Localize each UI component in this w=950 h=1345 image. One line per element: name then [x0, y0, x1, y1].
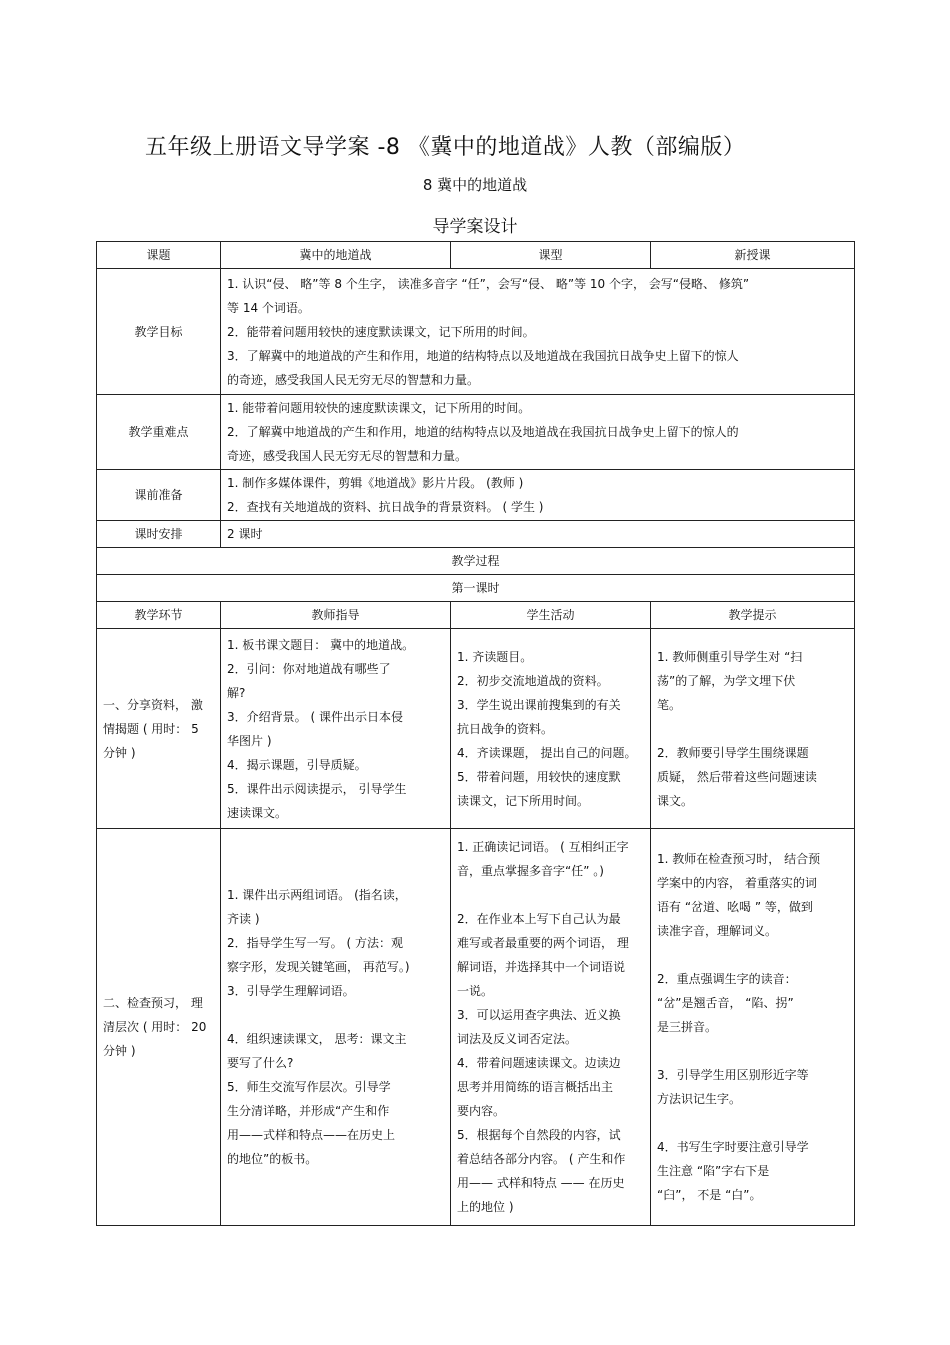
- tips-line: 笔。: [657, 697, 682, 712]
- student-line: 抗日战争的资料。: [457, 721, 554, 736]
- goals-label: 教学目标: [97, 269, 221, 395]
- teacher-line: 察字形，发现关键笔画， 再范写。): [227, 960, 410, 974]
- schedule-label: 课时安排: [97, 521, 221, 548]
- info-row-preparation: [97, 470, 855, 521]
- student-line: 3．学生说出课前搜集到的有关: [457, 697, 621, 712]
- student-line: 2．初步交流地道战的资料。: [457, 673, 609, 688]
- info-row-goals: [97, 269, 855, 395]
- student-line: 上的地位 ): [457, 1200, 514, 1214]
- teacher-line: 速读课文。: [227, 805, 288, 820]
- header-tips: 教学提示: [651, 602, 855, 629]
- topic-value: 冀中的地道战: [221, 242, 451, 269]
- teacher-line: 生分清详略，并形成“产生和作: [227, 1104, 390, 1118]
- stage-cell: 一、分享资料， 激情揭题 ( 用时： 5 分钟 ): [97, 629, 221, 829]
- student-cell: [451, 829, 651, 1226]
- student-line: 思考并用简练的语言概括出主: [457, 1080, 614, 1094]
- lesson-plan-table: [96, 241, 855, 1226]
- teacher-line: 5．课件出示阅读提示， 引导学生: [227, 781, 407, 796]
- spacer: [657, 943, 848, 967]
- student-line: 用—— 式样和特点 —— 在历史: [457, 1176, 625, 1190]
- tips-line: 生注意 “陷”字右下是: [657, 1164, 770, 1178]
- student-line: 解词语，并选择其中一个词语说: [457, 960, 626, 974]
- teacher-line: 齐读 ): [227, 912, 260, 926]
- teacher-line: 2．指导学生写一写。 ( 方法：观: [227, 936, 403, 950]
- preparation-line: 1. 制作多媒体课件，剪辑《地道战》影片片段。 (教师 ): [227, 476, 524, 490]
- student-line: 一说。: [457, 984, 494, 998]
- teacher-line: 4．揭示课题，引导质疑。: [227, 757, 367, 772]
- teacher-line: 解?: [227, 685, 246, 700]
- tips-line: 3．引导学生用区别形近字等: [657, 1068, 809, 1082]
- spacer: [457, 883, 644, 907]
- goals-content: [221, 269, 855, 395]
- teacher-line: 3．引导学生理解词语。: [227, 984, 355, 998]
- student-line: 词法及反义词否定法。: [457, 1032, 578, 1046]
- teacher-line: 1. 课件出示两组词语。 (指名读，: [227, 888, 407, 902]
- tips-line: 质疑， 然后带着这些问题速读: [657, 769, 817, 784]
- tips-line: 语有 “岔道、吆喝 ” 等，做到: [657, 900, 813, 914]
- student-line: 着总结各部分内容。 ( 产生和作: [457, 1152, 626, 1166]
- process-header-row: [97, 602, 855, 629]
- teacher-cell: [221, 829, 451, 1226]
- spacer: [657, 717, 848, 741]
- topic-label: 课题: [97, 242, 221, 269]
- process-row-1: [97, 629, 855, 829]
- student-line: 难写或者最重要的两个词语， 理: [457, 936, 629, 950]
- stage-cell: 二、检查预习， 理清层次 ( 用时： 20 分钟 ): [97, 829, 221, 1226]
- tips-cell: [651, 829, 855, 1226]
- teacher-line: 2．引问：你对地道战有哪些了: [227, 661, 391, 676]
- tips-line: 2．教师要引导学生围绕课题: [657, 745, 809, 760]
- spacer: [657, 1039, 848, 1063]
- key-point-line: 2．了解冀中地道战的产生和作用，地道的结构特点以及地道战在我国抗日战争史上留下的惊人的: [227, 425, 739, 439]
- student-line: 读课文，记下所用时间。: [457, 793, 590, 808]
- tips-cell: [651, 629, 855, 829]
- tips-line: 方法识记生字。: [657, 1092, 742, 1106]
- process-heading-row: [97, 548, 855, 575]
- teacher-line: 用——式样和特点——在历史上: [227, 1128, 396, 1142]
- teacher-line: 的地位”的板书。: [227, 1152, 318, 1166]
- teacher-line: 要写了什么?: [227, 1056, 294, 1070]
- info-row-schedule: [97, 521, 855, 548]
- tips-line: 是三拼音。: [657, 1020, 718, 1034]
- schedule-value: 2 课时: [221, 521, 855, 548]
- teacher-cell: [221, 629, 451, 829]
- tips-line: 课文。: [657, 793, 694, 808]
- student-line: 5．根据每个自然段的内容，试: [457, 1128, 621, 1142]
- preparation-line: 2．查找有关地道战的资料、抗日战争的背景资料。 ( 学生 ): [227, 500, 544, 514]
- header-stage: 教学环节: [97, 602, 221, 629]
- key-points-content: [221, 395, 855, 470]
- spacer: [657, 1111, 848, 1135]
- goal-line: 等 14 个词语。: [227, 300, 310, 315]
- info-row-key-points: [97, 395, 855, 470]
- goal-line: 的奇迹，感受我国人民无穷无尽的智慧和力量。: [227, 372, 480, 387]
- spacer: [227, 1003, 444, 1027]
- process-row-2: [97, 829, 855, 1226]
- tips-line: “岔”是翘舌音， “陷、拐”: [657, 996, 794, 1010]
- teacher-line: 4．组织速读课文， 思考：课文主: [227, 1032, 407, 1046]
- lesson-subtitle: 8 冀中的地道战: [422, 176, 528, 194]
- lesson-heading-row: [97, 575, 855, 602]
- teacher-line: 5．师生交流写作层次。引导学: [227, 1080, 391, 1094]
- student-line: 1. 齐读题目。: [457, 649, 533, 664]
- student-line: 2．在作业本上写下自己认为最: [457, 912, 621, 926]
- student-line: 1. 正确读记词语。 ( 互相纠正字: [457, 840, 629, 854]
- key-point-line: 奇迹，感受我国人民无穷无尽的智慧和力量。: [227, 449, 468, 463]
- student-line: 4．齐读课题， 提出自己的问题。: [457, 745, 637, 760]
- student-cell: [451, 629, 651, 829]
- tips-line: 2．重点强调生字的读音：: [657, 972, 797, 986]
- student-line: 要内容。: [457, 1104, 506, 1118]
- teacher-line: 1. 板书课文题目： 冀中的地道战。: [227, 637, 415, 652]
- student-line: 4．带着问题速读课文。边读边: [457, 1056, 621, 1070]
- process-heading: 教学过程: [97, 548, 855, 575]
- type-value: 新授课: [651, 242, 855, 269]
- type-label: 课型: [451, 242, 651, 269]
- student-line: 3．可以运用查字典法、近义换: [457, 1008, 621, 1022]
- header-teacher: 教师指导: [221, 602, 451, 629]
- preparation-content: [221, 470, 855, 521]
- tips-line: 1. 教师侧重引导学生对 “扫: [657, 649, 803, 664]
- key-point-line: 1. 能带着问题用较快的速度默读课文，记下所用的时间。: [227, 401, 531, 415]
- lesson-heading: 第一课时: [97, 575, 855, 602]
- tips-line: “臼”， 不是 “白”。: [657, 1188, 762, 1202]
- tips-line: 4．书写生字时要注意引导学: [657, 1140, 809, 1154]
- header-student: 学生活动: [451, 602, 651, 629]
- tips-line: 读准字音，理解词义。: [657, 924, 778, 938]
- teacher-line: 3．介绍背景。 ( 课件出示日本侵: [227, 709, 403, 724]
- student-line: 音，重点掌握多音字“任” 。): [457, 864, 604, 878]
- preparation-label: 课前准备: [97, 470, 221, 521]
- tips-line: 学案中的内容， 着重落实的词: [657, 876, 817, 890]
- teacher-line: 华图片 ): [227, 733, 272, 748]
- student-line: 5．带着问题，用较快的速度默: [457, 769, 621, 784]
- tips-line: 荡”的了解，为学文埋下伏: [657, 673, 796, 688]
- section-heading: 导学案设计: [432, 217, 518, 237]
- goal-line: 1. 认识“侵、 略”等 8 个生字， 读准多音字 “任”，会写“侵、 略”等 10 个字， 会写“侵略、 修筑”: [227, 276, 750, 291]
- document-title: 五年级上册语文导学案 -8 《冀中的地道战》人教（部编版）: [145, 135, 746, 160]
- goal-line: 3．了解冀中的地道战的产生和作用，地道的结构特点以及地道战在我国抗日战争史上留下的惊人: [227, 348, 739, 363]
- info-row-topic: [97, 242, 855, 269]
- tips-line: 1. 教师在检查预习时， 结合预: [657, 852, 821, 866]
- goal-line: 2．能带着问题用较快的速度默读课文，记下所用的时间。: [227, 324, 535, 339]
- key-points-label: 教学重难点: [97, 395, 221, 470]
